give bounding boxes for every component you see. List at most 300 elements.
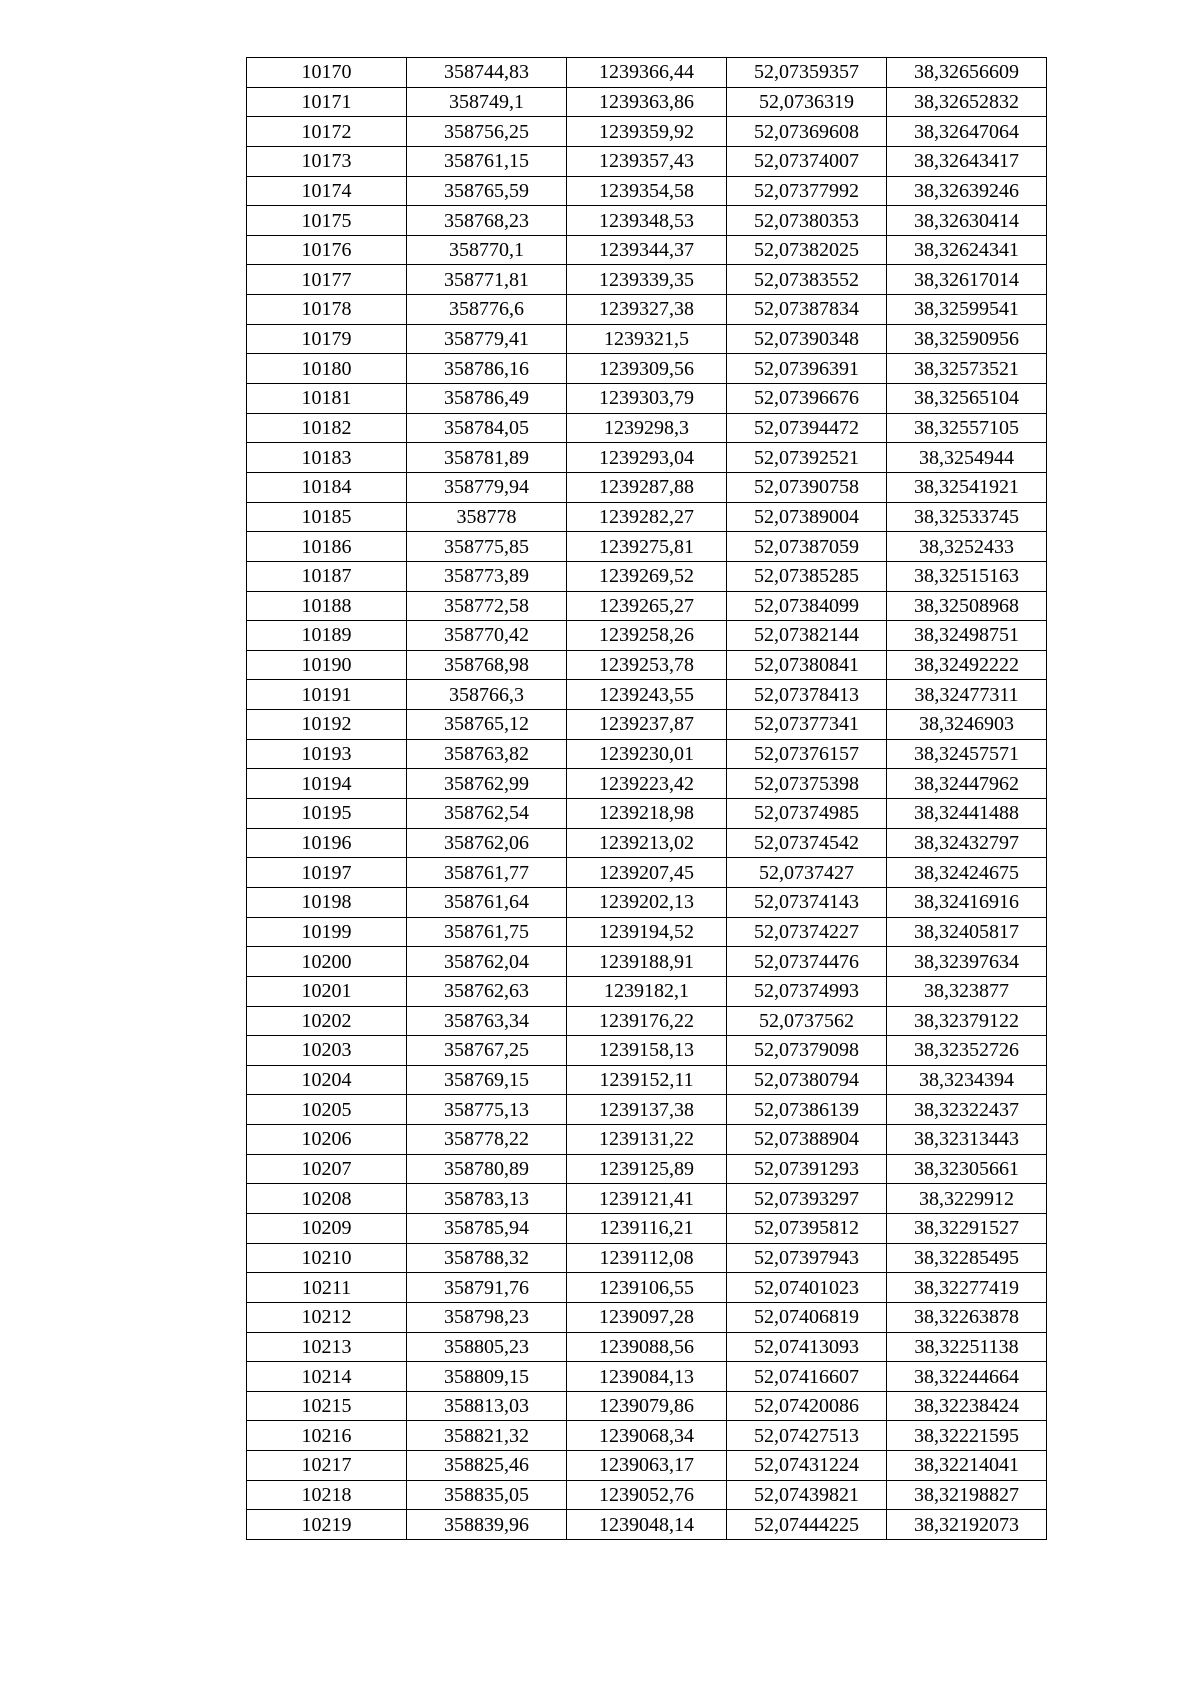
x-coordinate-cell: 358776,6 xyxy=(407,295,567,325)
y-coordinate-cell: 1239303,79 xyxy=(567,384,727,414)
x-coordinate-cell: 358788,32 xyxy=(407,1243,567,1273)
x-coordinate-cell: 358762,06 xyxy=(407,828,567,858)
table-row xyxy=(247,1480,1047,1510)
y-coordinate-cell: 1239269,52 xyxy=(567,561,727,591)
table-row xyxy=(247,354,1047,384)
table-row xyxy=(247,235,1047,265)
y-coordinate-cell: 1239188,91 xyxy=(567,947,727,977)
longitude-cell: 38,32515163 xyxy=(887,561,1047,591)
x-coordinate-cell: 358783,13 xyxy=(407,1184,567,1214)
table-row xyxy=(247,1391,1047,1421)
longitude-cell: 38,32251138 xyxy=(887,1332,1047,1362)
x-coordinate-cell: 358768,23 xyxy=(407,206,567,236)
point-number-cell: 10186 xyxy=(247,532,407,562)
latitude-cell: 52,07382025 xyxy=(727,235,887,265)
x-coordinate-cell: 358771,81 xyxy=(407,265,567,295)
point-number-cell: 10170 xyxy=(247,58,407,88)
latitude-cell: 52,07384099 xyxy=(727,591,887,621)
longitude-cell: 38,32533745 xyxy=(887,502,1047,532)
latitude-cell: 52,07374476 xyxy=(727,947,887,977)
longitude-cell: 38,32263878 xyxy=(887,1302,1047,1332)
table-row xyxy=(247,1332,1047,1362)
table-row xyxy=(247,117,1047,147)
x-coordinate-cell: 358769,15 xyxy=(407,1065,567,1095)
point-number-cell: 10219 xyxy=(247,1510,407,1540)
table-row xyxy=(247,680,1047,710)
point-number-cell: 10195 xyxy=(247,799,407,829)
x-coordinate-cell: 358763,82 xyxy=(407,739,567,769)
x-coordinate-cell: 358762,99 xyxy=(407,769,567,799)
latitude-cell: 52,07377341 xyxy=(727,710,887,740)
table-row xyxy=(247,917,1047,947)
point-number-cell: 10190 xyxy=(247,650,407,680)
table-row xyxy=(247,1213,1047,1243)
latitude-cell: 52,07380794 xyxy=(727,1065,887,1095)
table-row xyxy=(247,947,1047,977)
y-coordinate-cell: 1239223,42 xyxy=(567,769,727,799)
point-number-cell: 10212 xyxy=(247,1302,407,1332)
y-coordinate-cell: 1239052,76 xyxy=(567,1480,727,1510)
point-number-cell: 10218 xyxy=(247,1480,407,1510)
y-coordinate-cell: 1239106,55 xyxy=(567,1273,727,1303)
latitude-cell: 52,07369608 xyxy=(727,117,887,147)
table-row xyxy=(247,502,1047,532)
longitude-cell: 38,32477311 xyxy=(887,680,1047,710)
point-number-cell: 10185 xyxy=(247,502,407,532)
longitude-cell: 38,32397634 xyxy=(887,947,1047,977)
latitude-cell: 52,07388904 xyxy=(727,1125,887,1155)
x-coordinate-cell: 358786,16 xyxy=(407,354,567,384)
point-number-cell: 10171 xyxy=(247,87,407,117)
table-row xyxy=(247,443,1047,473)
y-coordinate-cell: 1239258,26 xyxy=(567,621,727,651)
point-number-cell: 10175 xyxy=(247,206,407,236)
x-coordinate-cell: 358775,85 xyxy=(407,532,567,562)
latitude-cell: 52,07393297 xyxy=(727,1184,887,1214)
longitude-cell: 38,32630414 xyxy=(887,206,1047,236)
point-number-cell: 10204 xyxy=(247,1065,407,1095)
point-number-cell: 10194 xyxy=(247,769,407,799)
point-number-cell: 10181 xyxy=(247,384,407,414)
latitude-cell: 52,07444225 xyxy=(727,1510,887,1540)
table-row xyxy=(247,532,1047,562)
table-row xyxy=(247,621,1047,651)
point-number-cell: 10211 xyxy=(247,1273,407,1303)
table-row xyxy=(247,384,1047,414)
table-row xyxy=(247,561,1047,591)
point-number-cell: 10188 xyxy=(247,591,407,621)
y-coordinate-cell: 1239321,5 xyxy=(567,324,727,354)
latitude-cell: 52,07401023 xyxy=(727,1273,887,1303)
longitude-cell: 38,32379122 xyxy=(887,1006,1047,1036)
point-number-cell: 10172 xyxy=(247,117,407,147)
x-coordinate-cell: 358765,12 xyxy=(407,710,567,740)
x-coordinate-cell: 358821,32 xyxy=(407,1421,567,1451)
y-coordinate-cell: 1239048,14 xyxy=(567,1510,727,1540)
longitude-cell: 38,32447962 xyxy=(887,769,1047,799)
x-coordinate-cell: 358761,77 xyxy=(407,858,567,888)
y-coordinate-cell: 1239357,43 xyxy=(567,146,727,176)
y-coordinate-cell: 1239202,13 xyxy=(567,887,727,917)
table-row xyxy=(247,324,1047,354)
x-coordinate-cell: 358786,49 xyxy=(407,384,567,414)
table-row xyxy=(247,1273,1047,1303)
x-coordinate-cell: 358761,15 xyxy=(407,146,567,176)
y-coordinate-cell: 1239137,38 xyxy=(567,1095,727,1125)
x-coordinate-cell: 358785,94 xyxy=(407,1213,567,1243)
point-number-cell: 10200 xyxy=(247,947,407,977)
latitude-cell: 52,07413093 xyxy=(727,1332,887,1362)
latitude-cell: 52,07375398 xyxy=(727,769,887,799)
longitude-cell: 38,32643417 xyxy=(887,146,1047,176)
point-number-cell: 10196 xyxy=(247,828,407,858)
y-coordinate-cell: 1239293,04 xyxy=(567,443,727,473)
x-coordinate-cell: 358762,04 xyxy=(407,947,567,977)
latitude-cell: 52,0737562 xyxy=(727,1006,887,1036)
x-coordinate-cell: 358761,75 xyxy=(407,917,567,947)
point-number-cell: 10206 xyxy=(247,1125,407,1155)
x-coordinate-cell: 358813,03 xyxy=(407,1391,567,1421)
table-row xyxy=(247,1421,1047,1451)
point-number-cell: 10202 xyxy=(247,1006,407,1036)
table-row xyxy=(247,472,1047,502)
longitude-cell: 38,32656609 xyxy=(887,58,1047,88)
longitude-cell: 38,32617014 xyxy=(887,265,1047,295)
longitude-cell: 38,3246903 xyxy=(887,710,1047,740)
longitude-cell: 38,32441488 xyxy=(887,799,1047,829)
longitude-cell: 38,32624341 xyxy=(887,235,1047,265)
longitude-cell: 38,32291527 xyxy=(887,1213,1047,1243)
y-coordinate-cell: 1239265,27 xyxy=(567,591,727,621)
y-coordinate-cell: 1239088,56 xyxy=(567,1332,727,1362)
longitude-cell: 38,32214041 xyxy=(887,1451,1047,1481)
longitude-cell: 38,32508968 xyxy=(887,591,1047,621)
y-coordinate-cell: 1239348,53 xyxy=(567,206,727,236)
table-row xyxy=(247,799,1047,829)
x-coordinate-cell: 358780,89 xyxy=(407,1154,567,1184)
x-coordinate-cell: 358805,23 xyxy=(407,1332,567,1362)
y-coordinate-cell: 1239152,11 xyxy=(567,1065,727,1095)
y-coordinate-cell: 1239359,92 xyxy=(567,117,727,147)
table-row xyxy=(247,1510,1047,1540)
x-coordinate-cell: 358778 xyxy=(407,502,567,532)
y-coordinate-cell: 1239354,58 xyxy=(567,176,727,206)
longitude-cell: 38,32652832 xyxy=(887,87,1047,117)
point-number-cell: 10189 xyxy=(247,621,407,651)
point-number-cell: 10213 xyxy=(247,1332,407,1362)
point-number-cell: 10173 xyxy=(247,146,407,176)
longitude-cell: 38,32498751 xyxy=(887,621,1047,651)
table-row xyxy=(247,858,1047,888)
latitude-cell: 52,07385285 xyxy=(727,561,887,591)
table-row xyxy=(247,887,1047,917)
y-coordinate-cell: 1239339,35 xyxy=(567,265,727,295)
point-number-cell: 10203 xyxy=(247,1036,407,1066)
longitude-cell: 38,32322437 xyxy=(887,1095,1047,1125)
y-coordinate-cell: 1239176,22 xyxy=(567,1006,727,1036)
latitude-cell: 52,07382144 xyxy=(727,621,887,651)
point-number-cell: 10198 xyxy=(247,887,407,917)
x-coordinate-cell: 358765,59 xyxy=(407,176,567,206)
y-coordinate-cell: 1239309,56 xyxy=(567,354,727,384)
x-coordinate-cell: 358749,1 xyxy=(407,87,567,117)
table-row xyxy=(247,206,1047,236)
longitude-cell: 38,32238424 xyxy=(887,1391,1047,1421)
point-number-cell: 10176 xyxy=(247,235,407,265)
y-coordinate-cell: 1239068,34 xyxy=(567,1421,727,1451)
y-coordinate-cell: 1239327,38 xyxy=(567,295,727,325)
x-coordinate-cell: 358761,64 xyxy=(407,887,567,917)
latitude-cell: 52,07406819 xyxy=(727,1302,887,1332)
longitude-cell: 38,3234394 xyxy=(887,1065,1047,1095)
point-number-cell: 10187 xyxy=(247,561,407,591)
latitude-cell: 52,07391293 xyxy=(727,1154,887,1184)
longitude-cell: 38,32647064 xyxy=(887,117,1047,147)
point-number-cell: 10216 xyxy=(247,1421,407,1451)
table-row xyxy=(247,1243,1047,1273)
longitude-cell: 38,32565104 xyxy=(887,384,1047,414)
latitude-cell: 52,07397943 xyxy=(727,1243,887,1273)
point-number-cell: 10174 xyxy=(247,176,407,206)
y-coordinate-cell: 1239116,21 xyxy=(567,1213,727,1243)
coordinates-table xyxy=(246,57,1047,1540)
longitude-cell: 38,3229912 xyxy=(887,1184,1047,1214)
longitude-cell: 38,32557105 xyxy=(887,413,1047,443)
y-coordinate-cell: 1239131,22 xyxy=(567,1125,727,1155)
point-number-cell: 10217 xyxy=(247,1451,407,1481)
x-coordinate-cell: 358839,96 xyxy=(407,1510,567,1540)
x-coordinate-cell: 358779,94 xyxy=(407,472,567,502)
x-coordinate-cell: 358773,89 xyxy=(407,561,567,591)
table-row xyxy=(247,1065,1047,1095)
latitude-cell: 52,07359357 xyxy=(727,58,887,88)
point-number-cell: 10210 xyxy=(247,1243,407,1273)
x-coordinate-cell: 358775,13 xyxy=(407,1095,567,1125)
y-coordinate-cell: 1239063,17 xyxy=(567,1451,727,1481)
latitude-cell: 52,07374985 xyxy=(727,799,887,829)
table-row xyxy=(247,1451,1047,1481)
point-number-cell: 10184 xyxy=(247,472,407,502)
x-coordinate-cell: 358744,83 xyxy=(407,58,567,88)
latitude-cell: 52,07374007 xyxy=(727,146,887,176)
table-row xyxy=(247,1095,1047,1125)
longitude-cell: 38,323877 xyxy=(887,976,1047,1006)
point-number-cell: 10178 xyxy=(247,295,407,325)
x-coordinate-cell: 358784,05 xyxy=(407,413,567,443)
latitude-cell: 52,07395812 xyxy=(727,1213,887,1243)
y-coordinate-cell: 1239218,98 xyxy=(567,799,727,829)
longitude-cell: 38,32416916 xyxy=(887,887,1047,917)
point-number-cell: 10193 xyxy=(247,739,407,769)
x-coordinate-cell: 358770,42 xyxy=(407,621,567,651)
longitude-cell: 38,32573521 xyxy=(887,354,1047,384)
latitude-cell: 52,07416607 xyxy=(727,1362,887,1392)
y-coordinate-cell: 1239097,28 xyxy=(567,1302,727,1332)
longitude-cell: 38,32405817 xyxy=(887,917,1047,947)
point-number-cell: 10214 xyxy=(247,1362,407,1392)
latitude-cell: 52,07379098 xyxy=(727,1036,887,1066)
longitude-cell: 38,32541921 xyxy=(887,472,1047,502)
y-coordinate-cell: 1239275,81 xyxy=(567,532,727,562)
point-number-cell: 10180 xyxy=(247,354,407,384)
x-coordinate-cell: 358762,63 xyxy=(407,976,567,1006)
table-row xyxy=(247,1302,1047,1332)
table-row xyxy=(247,976,1047,1006)
latitude-cell: 52,07390758 xyxy=(727,472,887,502)
latitude-cell: 52,0737427 xyxy=(727,858,887,888)
coordinates-table-body xyxy=(247,58,1047,1540)
latitude-cell: 52,07390348 xyxy=(727,324,887,354)
table-row xyxy=(247,1184,1047,1214)
y-coordinate-cell: 1239207,45 xyxy=(567,858,727,888)
latitude-cell: 52,07380353 xyxy=(727,206,887,236)
longitude-cell: 38,32285495 xyxy=(887,1243,1047,1273)
x-coordinate-cell: 358767,25 xyxy=(407,1036,567,1066)
point-number-cell: 10191 xyxy=(247,680,407,710)
x-coordinate-cell: 358772,58 xyxy=(407,591,567,621)
point-number-cell: 10201 xyxy=(247,976,407,1006)
x-coordinate-cell: 358763,34 xyxy=(407,1006,567,1036)
longitude-cell: 38,32244664 xyxy=(887,1362,1047,1392)
longitude-cell: 38,32424675 xyxy=(887,858,1047,888)
latitude-cell: 52,07431224 xyxy=(727,1451,887,1481)
latitude-cell: 52,07380841 xyxy=(727,650,887,680)
latitude-cell: 52,07396676 xyxy=(727,384,887,414)
point-number-cell: 10208 xyxy=(247,1184,407,1214)
longitude-cell: 38,32313443 xyxy=(887,1125,1047,1155)
x-coordinate-cell: 358791,76 xyxy=(407,1273,567,1303)
latitude-cell: 52,07386139 xyxy=(727,1095,887,1125)
latitude-cell: 52,07439821 xyxy=(727,1480,887,1510)
y-coordinate-cell: 1239287,88 xyxy=(567,472,727,502)
point-number-cell: 10182 xyxy=(247,413,407,443)
point-number-cell: 10177 xyxy=(247,265,407,295)
x-coordinate-cell: 358778,22 xyxy=(407,1125,567,1155)
y-coordinate-cell: 1239121,41 xyxy=(567,1184,727,1214)
latitude-cell: 52,07383552 xyxy=(727,265,887,295)
longitude-cell: 38,32590956 xyxy=(887,324,1047,354)
x-coordinate-cell: 358825,46 xyxy=(407,1451,567,1481)
y-coordinate-cell: 1239344,37 xyxy=(567,235,727,265)
point-number-cell: 10183 xyxy=(247,443,407,473)
y-coordinate-cell: 1239366,44 xyxy=(567,58,727,88)
point-number-cell: 10205 xyxy=(247,1095,407,1125)
longitude-cell: 38,3252433 xyxy=(887,532,1047,562)
latitude-cell: 52,07427513 xyxy=(727,1421,887,1451)
table-row xyxy=(247,1362,1047,1392)
latitude-cell: 52,07376157 xyxy=(727,739,887,769)
point-number-cell: 10197 xyxy=(247,858,407,888)
x-coordinate-cell: 358779,41 xyxy=(407,324,567,354)
y-coordinate-cell: 1239125,89 xyxy=(567,1154,727,1184)
point-number-cell: 10199 xyxy=(247,917,407,947)
longitude-cell: 38,32221595 xyxy=(887,1421,1047,1451)
x-coordinate-cell: 358768,98 xyxy=(407,650,567,680)
y-coordinate-cell: 1239182,1 xyxy=(567,976,727,1006)
x-coordinate-cell: 358781,89 xyxy=(407,443,567,473)
longitude-cell: 38,3254944 xyxy=(887,443,1047,473)
y-coordinate-cell: 1239084,13 xyxy=(567,1362,727,1392)
x-coordinate-cell: 358835,05 xyxy=(407,1480,567,1510)
table-row xyxy=(247,295,1047,325)
longitude-cell: 38,32305661 xyxy=(887,1154,1047,1184)
longitude-cell: 38,32277419 xyxy=(887,1273,1047,1303)
point-number-cell: 10207 xyxy=(247,1154,407,1184)
latitude-cell: 52,07396391 xyxy=(727,354,887,384)
y-coordinate-cell: 1239253,78 xyxy=(567,650,727,680)
longitude-cell: 38,32192073 xyxy=(887,1510,1047,1540)
table-row xyxy=(247,58,1047,88)
x-coordinate-cell: 358770,1 xyxy=(407,235,567,265)
table-row xyxy=(247,591,1047,621)
table-row xyxy=(247,265,1047,295)
latitude-cell: 52,07377992 xyxy=(727,176,887,206)
table-row xyxy=(247,1154,1047,1184)
y-coordinate-cell: 1239363,86 xyxy=(567,87,727,117)
latitude-cell: 52,0736319 xyxy=(727,87,887,117)
latitude-cell: 52,07374993 xyxy=(727,976,887,1006)
latitude-cell: 52,07374143 xyxy=(727,887,887,917)
table-row xyxy=(247,769,1047,799)
y-coordinate-cell: 1239243,55 xyxy=(567,680,727,710)
table-row xyxy=(247,828,1047,858)
table-row xyxy=(247,650,1047,680)
y-coordinate-cell: 1239282,27 xyxy=(567,502,727,532)
latitude-cell: 52,07378413 xyxy=(727,680,887,710)
longitude-cell: 38,32639246 xyxy=(887,176,1047,206)
latitude-cell: 52,07374227 xyxy=(727,917,887,947)
y-coordinate-cell: 1239230,01 xyxy=(567,739,727,769)
x-coordinate-cell: 358798,23 xyxy=(407,1302,567,1332)
point-number-cell: 10192 xyxy=(247,710,407,740)
longitude-cell: 38,32352726 xyxy=(887,1036,1047,1066)
y-coordinate-cell: 1239237,87 xyxy=(567,710,727,740)
x-coordinate-cell: 358762,54 xyxy=(407,799,567,829)
table-row xyxy=(247,176,1047,206)
y-coordinate-cell: 1239158,13 xyxy=(567,1036,727,1066)
y-coordinate-cell: 1239213,02 xyxy=(567,828,727,858)
table-row xyxy=(247,739,1047,769)
table-row xyxy=(247,1006,1047,1036)
table-row xyxy=(247,1125,1047,1155)
y-coordinate-cell: 1239112,08 xyxy=(567,1243,727,1273)
longitude-cell: 38,32457571 xyxy=(887,739,1047,769)
y-coordinate-cell: 1239298,3 xyxy=(567,413,727,443)
table-row xyxy=(247,87,1047,117)
x-coordinate-cell: 358809,15 xyxy=(407,1362,567,1392)
table-row xyxy=(247,1036,1047,1066)
longitude-cell: 38,32492222 xyxy=(887,650,1047,680)
y-coordinate-cell: 1239194,52 xyxy=(567,917,727,947)
table-row xyxy=(247,146,1047,176)
x-coordinate-cell: 358766,3 xyxy=(407,680,567,710)
longitude-cell: 38,32198827 xyxy=(887,1480,1047,1510)
point-number-cell: 10179 xyxy=(247,324,407,354)
latitude-cell: 52,07374542 xyxy=(727,828,887,858)
table-row xyxy=(247,710,1047,740)
latitude-cell: 52,07394472 xyxy=(727,413,887,443)
longitude-cell: 38,32599541 xyxy=(887,295,1047,325)
x-coordinate-cell: 358756,25 xyxy=(407,117,567,147)
latitude-cell: 52,07389004 xyxy=(727,502,887,532)
longitude-cell: 38,32432797 xyxy=(887,828,1047,858)
latitude-cell: 52,07387834 xyxy=(727,295,887,325)
point-number-cell: 10215 xyxy=(247,1391,407,1421)
table-row xyxy=(247,413,1047,443)
latitude-cell: 52,07420086 xyxy=(727,1391,887,1421)
y-coordinate-cell: 1239079,86 xyxy=(567,1391,727,1421)
latitude-cell: 52,07392521 xyxy=(727,443,887,473)
